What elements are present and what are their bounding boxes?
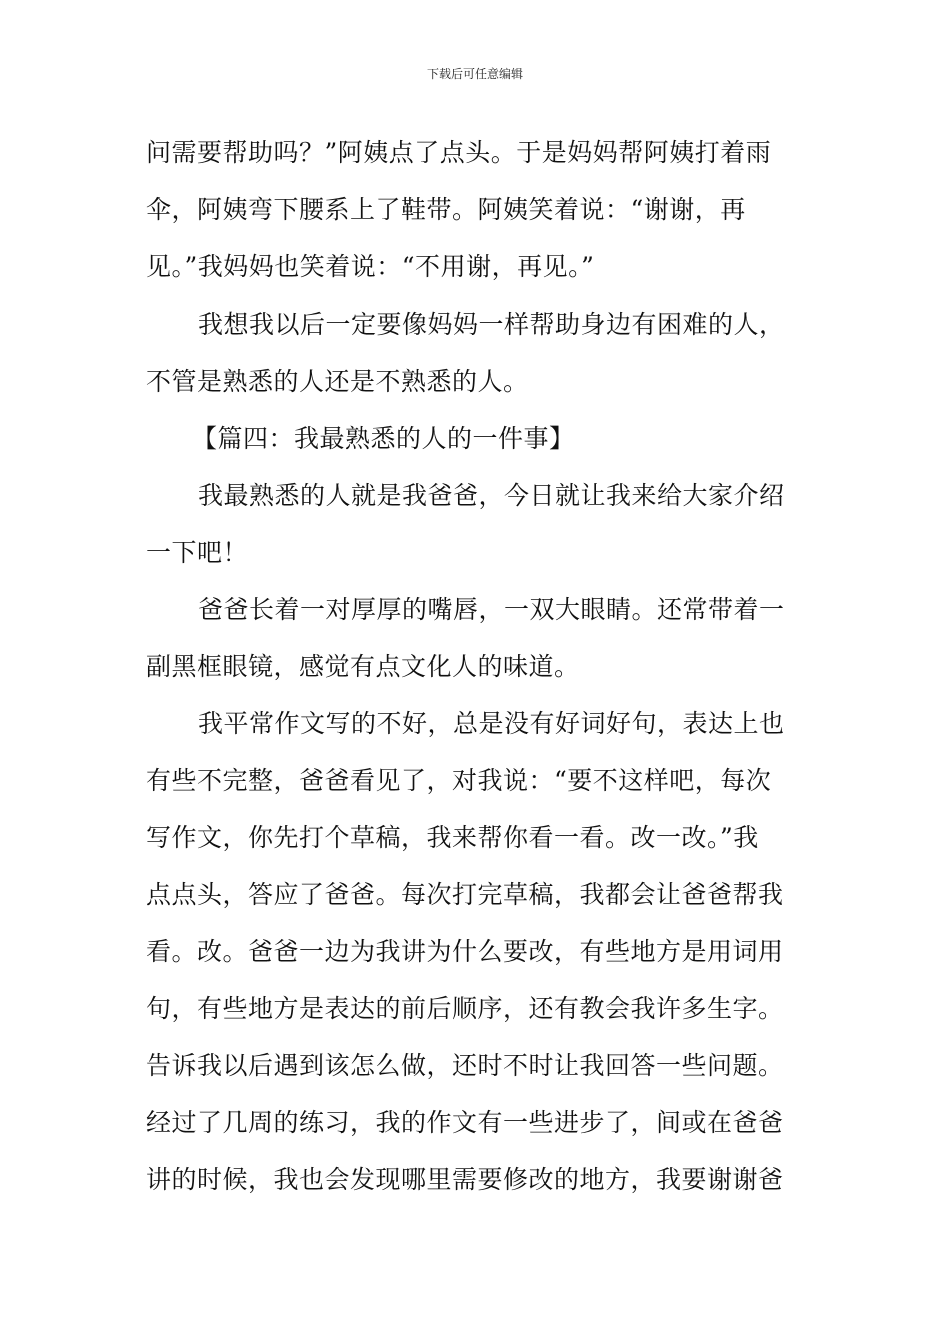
section-title: 【篇四：我最熟悉的人的一件事】 — [192, 424, 575, 453]
text-line: 见。”我妈妈也笑着说：“不用谢，再见。” — [146, 252, 595, 281]
paragraph-start-line: 爸爸长着一对厚厚的嘴唇，一双大眼睛。还常带着一 — [198, 595, 785, 624]
text-line: 讲的时候，我也会发现哪里需要修改的地方，我要谢谢爸 — [146, 1165, 784, 1194]
paragraph-start-line: 我平常作文写的不好，总是没有好词好句，表达上也 — [198, 709, 785, 738]
text-line: 看。改。爸爸一边为我讲为什么要改，有些地方是用词用 — [146, 937, 784, 966]
text-line: 告诉我以后遇到该怎么做，还时不时让我回答一些问题。 — [146, 1051, 784, 1080]
text-line: 有些不完整，爸爸看见了，对我说：“要不这样吧，每次 — [146, 766, 772, 795]
text-line: 问需要帮助吗？”阿姨点了点头。于是妈妈帮阿姨打着雨 — [146, 138, 772, 167]
text-line: 写作文，你先打个草稿，我来帮你看一看。改一改。”我 — [146, 823, 759, 852]
text-line: 不管是熟悉的人还是不熟悉的人。 — [146, 367, 529, 396]
text-line: 经过了几周的练习，我的作文有一些进步了，间或在爸爸 — [146, 1108, 784, 1137]
text-line: 伞，阿姨弯下腰系上了鞋带。阿姨笑着说：“谢谢，再 — [146, 195, 746, 224]
text-line: 点点头，答应了爸爸。每次打完草稿，我都会让爸爸帮我 — [146, 880, 784, 909]
paragraph-start-line: 我最熟悉的人就是我爸爸，今日就让我来给大家介绍 — [198, 481, 785, 510]
paragraph-start-line: 我想我以后一定要像妈妈一样帮助身边有困难的人， — [198, 310, 785, 339]
text-line: 副黑框眼镜，感觉有点文化人的味道。 — [146, 652, 580, 681]
text-line: 一下吧！ — [146, 538, 249, 567]
text-line: 句，有些地方是表达的前后顺序，还有教会我许多生字。 — [146, 994, 784, 1023]
page-header: 下载后可任意编辑 — [426, 67, 523, 81]
